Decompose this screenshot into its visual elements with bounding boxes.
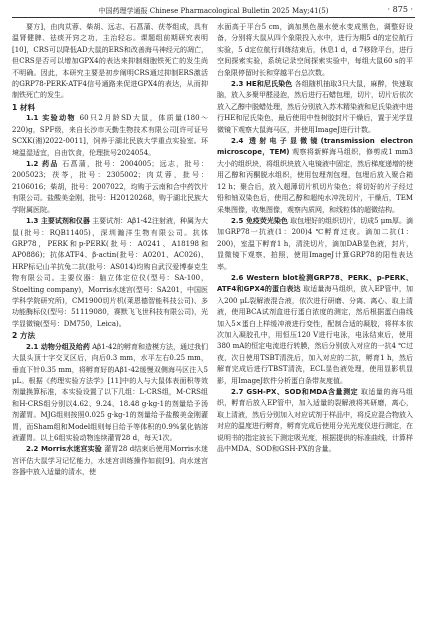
section-2-7-title: 2.7 GSH-PX、SOD和MDA含量测定 (231, 388, 359, 396)
section-2-1-text: Aβ1-42的孵育和造模方法，通过我们大鼠头顶十字交叉区后，向后0.3 mm，水平左右0.25 mm，垂直下针0.35 mm，将孵育好的Aβ1-42缓慢双侧海马区注入5 μL。根据《药理实验方法学》[11]中的人与大鼠体表面积等效剂量换算标准，本实验设置了以下几组：L-CRS组，M-CRS组和H-CRS组分别以4.62、9.24、18.48 g·kg-1的剂量给予汤剂灌胃。MJG组则按照0.025 g·kg-1的剂量给予盐酸美金刚灌胃，而Sham组和Model组则每日给予等体积的0.9%氯化钠溶液灌胃。以上6组实验动物连续灌胃28 d，每天1次。 (12, 342, 208, 442)
section-2-4-title: 2.4 透射电子显微镜(transmission electron microscope，TEM) (217, 137, 413, 157)
running-header (0, 0, 427, 20)
section-2-6-text: 取适量海马组织，放入EP管中，加入200 μL裂解液混合液，依次进行研磨、分离、离心、取上清液，使用BCA试剂盒进行蛋白浓度的测定，然后根据蛋白曲线加入5×蛋白上样缓冲液进行变性，配制合适的凝胶，将样本依次加入凝胶孔中，用恒压120 V进行电泳，电泳结束后，使用380 mA的恒定电流进行转膜，然后分别放入对应的一抗4 ℃过夜，次日使用TSBT清洗后，加入对应的二抗，孵育1 h，然后解育完成后进行TBST清洗，ECL显色液处理，使用显影机显影，用ImageJ软件分析蛋白条带灰度值。 (217, 285, 413, 385)
section-2-5 (217, 216, 413, 273)
intro-paragraph: 要方]，由肉苁蓉、柴胡、远志、石菖蒲、茯苓组成，具有温肾健脾、祛痰开窍之功，主治轻忘。课题组前期研究表明[10]，CRS可以降低AD大鼠的ERS和改善海马神经元的凋亡，但CRS是否可以增加GPX4的表达来抑制细胞铁死亡的发生尚不明确。因此，本研究主要是初步阐明CRS通过抑制ERS激活的GRP78-PERK-ATF4信号通路来促进GPX4的表达，从而抑制铁死亡的发生。 (12, 23, 208, 100)
section-2-2-title: 2.2 Morris水迷宫实验 (26, 445, 102, 454)
section-2-3-text: 各组随机抽取3只大鼠，麻醉，快速取脑，放入多聚甲醛浸泡，然后进行石蜡包埋，切片，切片后依次放入乙醇中脱蜡处理，然后分别放入苏木精染液和尼氏染液中进行HE和尼氏染色，最后使用中性树胶封片干燥后，置于光学显微镜下观察大鼠海马区，并使用ImageJ进行计数。 (217, 80, 413, 134)
section-1-1-title: 1.1 实验动物 (26, 114, 76, 123)
header-rule (12, 17, 415, 18)
section-2-4 (217, 136, 413, 216)
section-2-1 (12, 342, 208, 445)
section-1-1-text: 60只2月龄SD大鼠，体质量(180～220)g，SPF级，来自长沙市天勤生物技术有限公司[许可证号SCXK(湘)2022-0011]，饲养于湖北民族大学重点实验室。环境温湿适宜，自由饮食，伦理批号2024054。 (12, 114, 208, 157)
section-2-5-title: 2.5 免疫荧光染色 (231, 216, 288, 225)
continued-paragraph: 水面高于平台5 cm，滴加黑色墨水使水变成黑色，调整好设备，分别将大鼠从四个象限投入水中，进行为期5 d的定位航行实验，5 d定位航行训练结束后，休息1 d，d 7移除平台，进行空间探索实验，系统记录空间探索实验中，每组大鼠60 s的平台象限停留时长和穿越平台总次数。 (217, 23, 413, 77)
page-number: · 875 · (387, 5, 413, 14)
section-2-2-text: 灌胃28 d结束后使用Morris水迷宫评估大鼠学习记忆能力，水迷宫训练操作如前[9]。向水迷宫容器中放入适量的清水，使 (12, 445, 208, 477)
journal-header: 中国药理学通报 Chinese Pharmacological Bulletin 2025 May;41(5) (98, 7, 329, 15)
section-2-6 (217, 273, 413, 387)
section-1-2-title: 1.2 药品 (26, 160, 59, 169)
section-1-3-title: 1.3 主要试剂和仪器 (26, 217, 90, 226)
section-2-5-text: 取包埋好的组织切片，切成5 μm厚。滴加GRP78一抗液(1：200)4 ℃孵育过夜。滴加二抗(1：200)，室温下孵育1 h，清洗切片，滴加DAB显色液，封片，显微镜下观察、拍照，使用ImageJ计算GRP78的阳性表达率。 (217, 216, 413, 271)
section-2-heading: 2 方法 (12, 331, 36, 341)
right-column (217, 22, 413, 632)
section-2-3 (217, 79, 413, 136)
section-2-1-title: 2.1 动物分组及给药 (26, 342, 90, 351)
section-2-4-text: 观察将新鲜海马组织，修剪成1 mm3大小的组织块，将组织块放入电镜液中固定，然后梯度递增的使用乙醇和丙酮脱水组织，使用包埋剂包埋，包埋后放入聚合箱12 h；聚合后，放入超薄切片机切片染色；将切好的片子经过铅和铀双染色后，使用乙醇和超纯水冲洗切片，干燥后，TEM采集图像，收集图像，观察内质网，和线粒体的超微结构。 (217, 148, 413, 214)
section-2-7-text: 取适量的海马组织，孵育后放入EP管中，加入适量的裂解液将其研磨，离心，取上清液，然后分别加入对应试剂于样品中，将反应混合物放入对应的温度进行孵育，孵育完成后使用分光光度仪进行测定，在说明书的指定波长下测定吸光度，根据提供的标准曲线，计算样品中MDA、SOD和GSH-PX的含量。 (217, 388, 413, 454)
left-column (12, 22, 208, 632)
section-2-7 (217, 387, 413, 455)
section-1-3-text: 主要试剂：Aβ1-42注射液，种属为大鼠(批号：RQB11405)，深圳瀚洋生物有限公司。抗体GRP78，PERK和p-PERK(批号：A0241、A18198和AP0886)；抗体ATF4、β-actin(批号：A0201、AC026)、HRP标记山羊抗兔二抗(批号：AS014)均购自武汉爱博泰克生物有限公司。主要仪器：脑立体定位仪(型号：SA-100，Stoelting company)，Morris水迷宫(型号：SA201，中国医学科学院研究所)，CM1900切片机(莱恩德智能科技公司)、多功能酶标仪(型号：51119080，赛默飞飞世科技有限公司)，光学显微镜(型号：DM750，Leica)。 (12, 217, 208, 328)
section-1-heading: 1 材料 (12, 102, 36, 112)
section-2-2 (12, 444, 208, 478)
section-1-1 (12, 113, 208, 159)
section-1-3 (12, 216, 208, 330)
section-2-6-title: 2.6 Western blot检测GRP78、PERK、p-PERK、ATF4和GPX4的蛋白表达 (217, 273, 413, 294)
section-2-3-title: 2.3 HE和尼氏染色 (231, 80, 293, 89)
section-1-2-text: 石菖蒲，批号：2004005；远志，批号：2005023；茯苓，批号：2305002；肉苁蓉，批号：2106016；柴胡，批号：2007022，均购于云南和合中药饮片有限公司。盐酸美金刚，批号：H20120268，购于湖北民族大学附属医院。 (12, 160, 208, 214)
section-1-2 (12, 159, 208, 216)
